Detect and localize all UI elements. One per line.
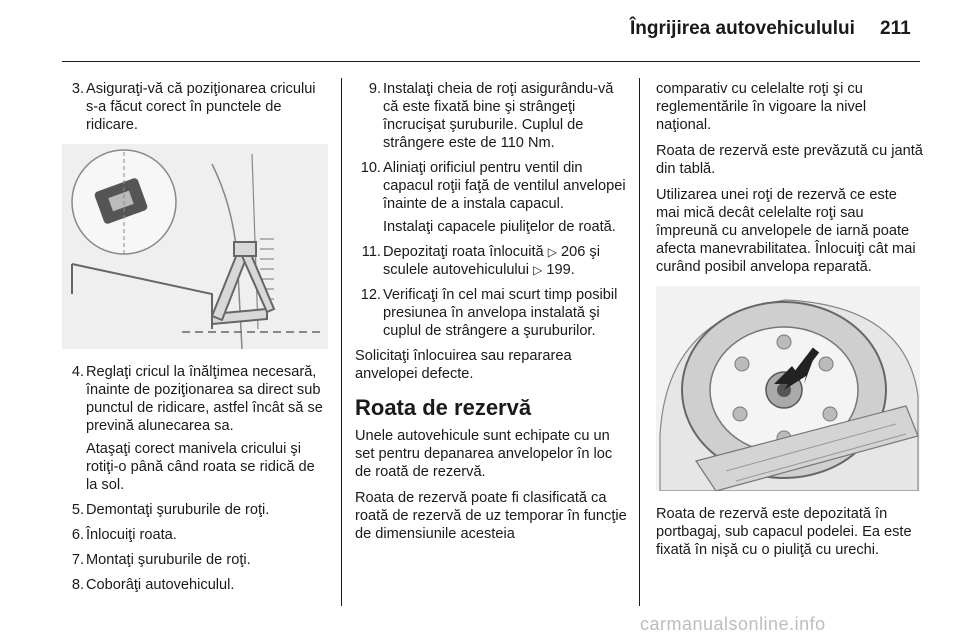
page-title: Îngrijirea autovehiculului <box>630 18 855 39</box>
paragraph: Roata de rezervă este prevăzută cu jantă din tablă. <box>656 143 923 177</box>
step-11: 11. Depozitaţi roata înlocuită ▷ 206 şi sculele autovehiculului ▷ 199. <box>361 244 600 278</box>
page-reference-icon: ▷ <box>533 263 543 277</box>
section-heading: Roata de rezervă <box>355 395 532 420</box>
step-6: 6. Înlocuiţi roata. <box>71 527 177 543</box>
step-8: 8. Coborâţi autovehiculul. <box>71 577 235 593</box>
watermark: carmanualsonline.info <box>640 614 826 634</box>
spare-wheel-illustration <box>656 286 920 491</box>
step-3: 3. Asiguraţi-vă că poziţionarea cricului s-a făcut corect în punctele de ridicare. <box>71 81 316 133</box>
page-reference[interactable]: 199. <box>546 262 575 278</box>
step-12: 12. Verificaţi în cel mai scurt timp posibil presiunea în anvelopa instalată şi cuplul de strângere a şuruburilor. <box>360 287 618 339</box>
step-10: 10. Aliniaţi orificiul pentru ventil din capacul roţii faţă de ventilul anvelopei înainte de a instala capacul. Instalaţi capacele piuliţelor de roată. <box>360 160 626 235</box>
jack-illustration <box>62 144 328 349</box>
column-1 <box>62 80 328 601</box>
header-rule <box>62 61 920 62</box>
page-reference[interactable]: 206 <box>560 244 586 260</box>
paragraph: Solicitaţi înlocuirea sau repararea anvelopei defecte. <box>355 348 572 382</box>
step-5: 5. Demontaţi şuruburile de roţi. <box>71 502 270 518</box>
paragraph: Utilizarea unei roţi de rezervă ce este mai mică decât celelalte roţi sau împreună cu anvelopele de iarnă poate afecta manevrabilitatea. Înlocuiţi cât mai curând posibil anvelopa reparată. <box>656 187 916 275</box>
column-2 <box>355 80 627 551</box>
step-7: 7. Montaţi şuruburile de roţi. <box>71 552 251 568</box>
paragraph: Roata de rezervă este depozitată în portbagaj, sub capacul podelei. Ea este fixată în nişă cu o piuliţă cu urechi. <box>656 506 912 558</box>
page-number: 211 <box>880 18 911 39</box>
step-9: 9. Instalaţi cheia de roţi asigurându-vă că este fixată bine şi strângeţi încrucişat şuruburile. Cuplul de strângere este de 110 Nm. <box>368 81 614 151</box>
paragraph: Unele autovehicule sunt echipate cu un set pentru depanarea anvelopelor în loc de roată de rezervă. <box>355 428 613 480</box>
column-divider-1 <box>341 78 342 606</box>
page-reference-icon: ▷ <box>547 245 557 259</box>
column-3 <box>656 80 924 567</box>
paragraph: Roata de rezervă poate fi clasificată ca roată de rezervă de uz temporar în funcţie de dimensiunile acesteia <box>355 490 627 542</box>
page-header <box>0 0 960 62</box>
step-4: 4. Reglaţi cricul la înălţimea necesară, înainte de poziţionarea sa direct sub punctul de ridicare, astfel încât să se prevină alunecarea sa. Ataşaţi corect manivela cricului şi rotiţi-o până când roata se ridică de la sol. <box>71 364 323 493</box>
paragraph: comparativ cu celelalte roţi şi cu reglementările în vigoare la nivel naţional. <box>656 81 867 133</box>
column-divider-2 <box>639 78 640 606</box>
